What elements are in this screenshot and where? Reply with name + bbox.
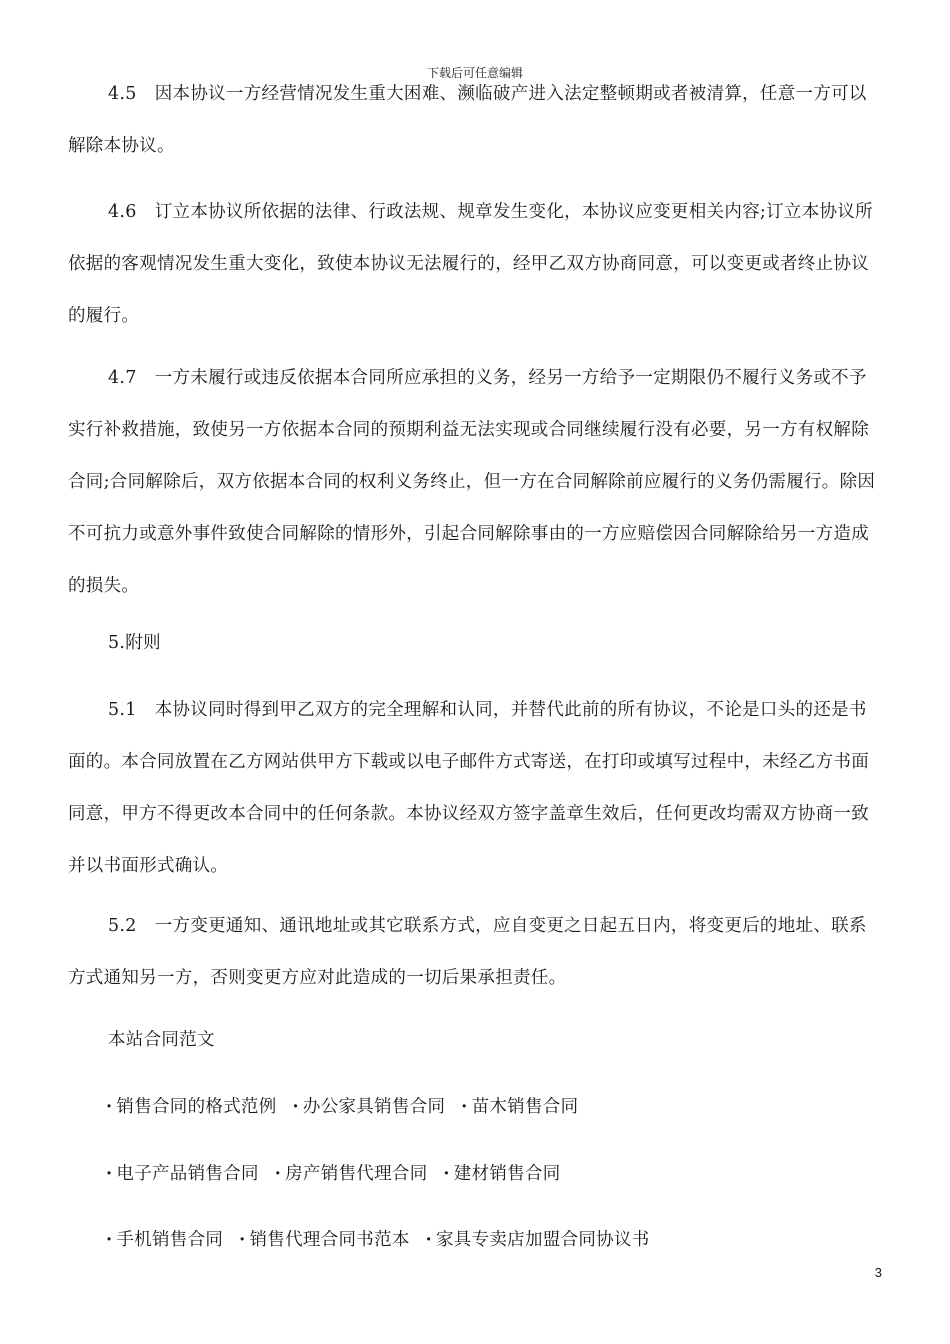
clause-number: 5.1 [108,700,137,720]
clause-number: 5.2 [108,916,137,936]
related-link[interactable]: · 销售合同的格式范例 [106,1097,277,1117]
clause-5-1 [68,684,884,892]
clause-4-5 [68,68,884,172]
related-link[interactable]: · 电子产品销售合同 [106,1164,259,1184]
related-link[interactable]: · 办公家具销售合同 [292,1097,445,1117]
clause-text: 订立本协议所依据的法律、行政法规、规章发生变化，本协议应变更相关内容;订立本协议所依据的客观情况发生重大变化，致使本协议无法履行的，经甲乙双方协商同意，可以变更或者终止协议的履行。 [68,202,873,326]
related-link[interactable]: · 建材销售合同 [443,1164,560,1184]
clause-4-7 [68,352,884,612]
clause-number: 4.5 [108,84,137,104]
related-link[interactable]: · 销售代理合同书范本 [239,1230,410,1250]
section-heading: 5.附则 [108,633,161,653]
related-links-row [106,1162,571,1186]
related-link[interactable]: · 手机销售合同 [106,1230,223,1250]
clause-number: 4.7 [108,368,137,388]
clause-number: 4.6 [108,202,137,222]
clause-5-2 [68,900,884,1004]
related-link[interactable]: · 苗木销售合同 [461,1097,578,1117]
related-link[interactable]: · 家具专卖店加盟合同协议书 [426,1230,650,1250]
related-links-row [106,1095,588,1119]
clause-text: 因本协议一方经营情况发生重大困难、濒临破产进入法定整顿期或者被清算，任意一方可以解除本协议。 [68,84,867,156]
related-links-row [106,1228,660,1252]
related-link[interactable]: · 房产销售代理合同 [275,1164,428,1184]
clause-text: 本协议同时得到甲乙双方的完全理解和认同，并替代此前的所有协议，不论是口头的还是书面的。本合同放置在乙方网站供甲方下载或以电子邮件方式寄送，在打印或填写过程中，未经乙方书面同意，甲方不得更改本合同中的任何条款。本协议经双方签字盖章生效后，任何更改均需双方协商一致并以书面形式确认。 [68,700,869,876]
page-number: 3 [874,1265,882,1280]
page-header: 下载后可任意编辑 [426,66,523,80]
clause-text: 一方变更通知、通讯地址或其它联系方式，应自变更之日起五日内，将变更后的地址、联系方式通知另一方，否则变更方应对此造成的一切后果承担责任。 [68,916,867,988]
related-contracts-heading: 本站合同范文 [108,1030,215,1050]
clause-text: 一方未履行或违反依据本合同所应承担的义务，经另一方给予一定期限仍不履行义务或不予实行补救措施，致使另一方依据本合同的预期利益无法实现或合同继续履行没有必要，另一方有权解除合同;合同解除后，双方依据本合同的权利义务终止，但一方在合同解除前应履行的义务仍需履行。除因不可抗力或意外事件致使合同解除的情形外，引起合同解除事由的一方应赔偿因合同解除给另一方造成的损失。 [68,368,876,596]
clause-4-6 [68,186,884,342]
